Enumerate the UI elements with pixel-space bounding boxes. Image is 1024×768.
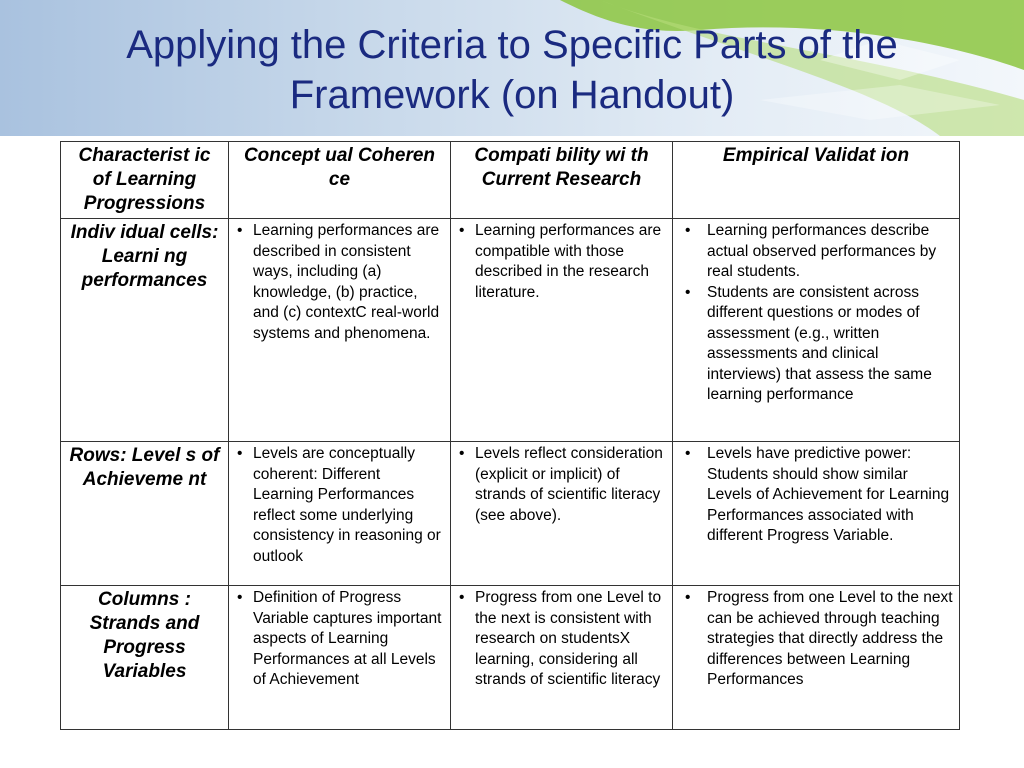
cell-coherence <box>229 442 451 586</box>
list-item: • Levels reflect consideration (explicit or implicit) of strands of scientific literacy (see above). <box>473 444 666 526</box>
list-item: • Progress from one Level to the next is consistent with research on studentsX learning, considering all strands of scientific literacy <box>473 588 666 691</box>
cell-empirical <box>673 219 960 442</box>
row-label-levels-of-achievement: Rows: Level s of Achieveme nt <box>61 442 229 586</box>
cell-coherence <box>229 219 451 442</box>
list-item: • Progress from one Level to the next can be achieved through teaching strategies that directly address the differences between Learning Performances <box>705 588 953 691</box>
list-item: • Learning performances are compatible with those described in the research literature. <box>473 221 666 303</box>
header-row <box>61 142 960 219</box>
list-item: • Levels are conceptually coherent: Different Learning Performances reflect some underlying consistency in reasoning or outlook <box>251 444 444 567</box>
slide-title-line-1: Applying the Criteria to Specific Parts of the <box>126 23 898 67</box>
table-row <box>61 219 960 442</box>
list-item: • Levels have predictive power: Students should show similar Levels of Achievement for Learning Performances associated with different Progress Variable. <box>705 444 953 547</box>
slide-title <box>0 20 1024 120</box>
row-label-individual-cells: Indiv idual cells: Learni ng performances <box>61 219 229 442</box>
row-label-strands-progress-variables: Columns : Strands and Progress Variables <box>61 586 229 730</box>
cell-research <box>451 442 673 586</box>
cell-research <box>451 219 673 442</box>
criteria-table <box>60 141 960 730</box>
cell-coherence <box>229 586 451 730</box>
list-item: • Learning performances describe actual observed performances by real students. <box>705 221 953 283</box>
list-item: • Students are consistent across different questions or modes of assessment (e.g., written assessments and clinical interviews) that assess the same learning performance <box>705 283 953 406</box>
list-item: • Definition of Progress Variable captures important aspects of Learning Performances at all Levels of Achievement <box>251 588 444 691</box>
cell-research <box>451 586 673 730</box>
list-item: • Learning performances are described in consistent ways, including (a) knowledge, (b) practice, and (c) contextC real-world systems and phenomena. <box>251 221 444 344</box>
slide-title-line-2: Framework (on Handout) <box>289 73 735 117</box>
cell-empirical <box>673 586 960 730</box>
header-characteristic: Characterist ic of Learning Progressions <box>61 142 229 219</box>
table-row <box>61 442 960 586</box>
header-empirical-validation: Empirical Validat ion <box>673 142 960 219</box>
header-conceptual-coherence: Concept ual Coheren ce <box>229 142 451 219</box>
header-compatibility-research: Compati bility wi th Current Research <box>451 142 673 219</box>
cell-empirical <box>673 442 960 586</box>
table-row <box>61 586 960 730</box>
